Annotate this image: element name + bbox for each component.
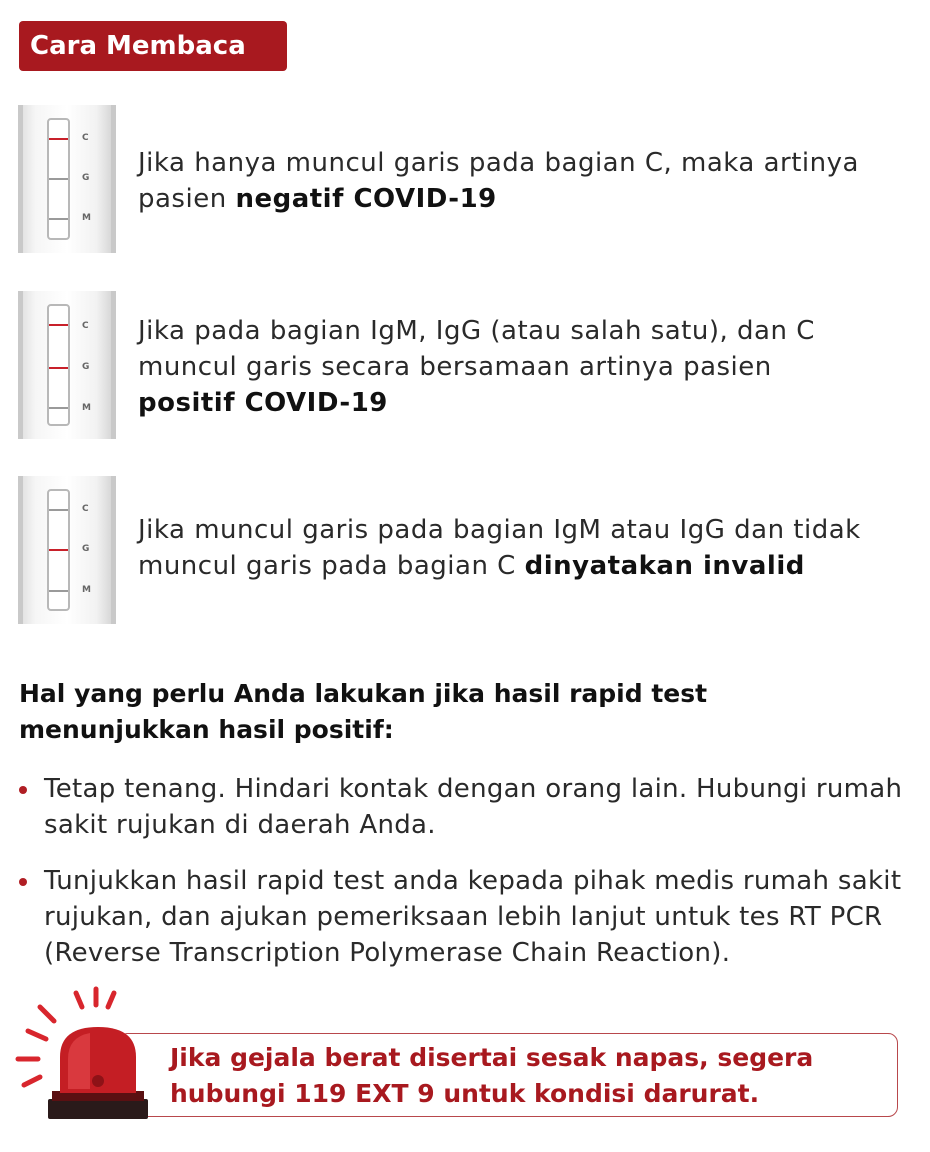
test-cassette-negative-icon: C G M [18,105,116,253]
emergency-alert-text: Jika gejala berat disertai sesak napas, segera hubungi 119 EXT 9 untuk kondisi darurat. [170,1043,814,1108]
page-title: Cara Membaca [19,21,287,71]
section-heading: Hal yang perlu Anda lakukan jika hasil rapid test menunjukkan hasil positif: [19,679,708,744]
list-item: Tetap tenang. Hindari kontak dengan orang lain. Hubungi rumah sakit rujukan di daerah Anda. [44,774,903,840]
siren-icon [10,985,170,1125]
reading-invalid-text: Jika muncul garis pada bagian IgM atau IgG dan tidak muncul garis pada bagian C dinyatakan invalid [138,515,861,581]
test-cassette-positive-icon: C G M [18,291,116,439]
bullet-icon [19,786,27,794]
reading-negative-text: Jika hanya muncul garis pada bagian C, maka artinya pasien negatif COVID-19 [138,148,859,214]
list-item: Tunjukkan hasil rapid test anda kepada pihak medis rumah sakit rujukan, dan ajukan pemeriksaan lebih lanjut untuk tes RT PCR (Reverse Transcription Polymerase Chain Reaction). [44,866,902,968]
bullet-icon [19,878,27,886]
test-cassette-invalid-icon: C G M [18,476,116,624]
reading-positive-text: Jika pada bagian IgM, IgG (atau salah satu), dan C muncul garis secara bersamaan artinya pasien positif COVID-19 [138,316,815,418]
